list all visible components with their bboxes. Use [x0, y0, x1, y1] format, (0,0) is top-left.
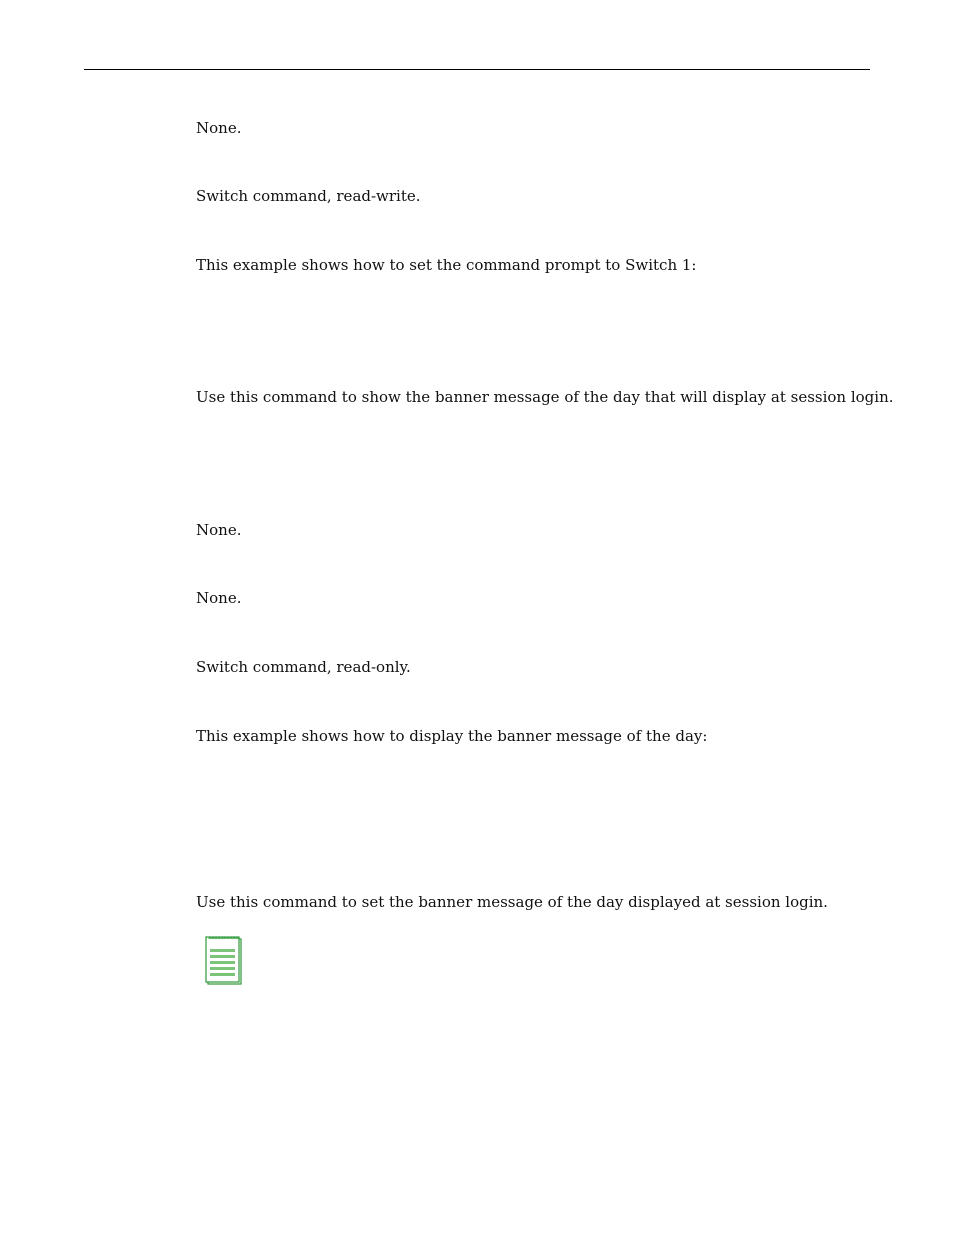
parameters-text: None.: [196, 521, 242, 539]
defaults-text: None.: [196, 589, 242, 607]
parameters-text: None.: [196, 119, 242, 137]
mode-text: Switch command, read-only.: [196, 658, 411, 676]
mode-text: Switch command, read-write.: [196, 187, 421, 205]
example-text: This example shows how to set the command prompt to Switch 1:: [196, 256, 697, 274]
example-text: This example shows how to display the banner message of the day:: [196, 727, 708, 745]
note-icon: [205, 934, 243, 986]
description-text: Use this command to show the banner message of the day that will display at session login.: [196, 388, 894, 406]
description-text: Use this command to set the banner message of the day displayed at session login.: [196, 893, 828, 911]
header-rule: [84, 69, 870, 70]
